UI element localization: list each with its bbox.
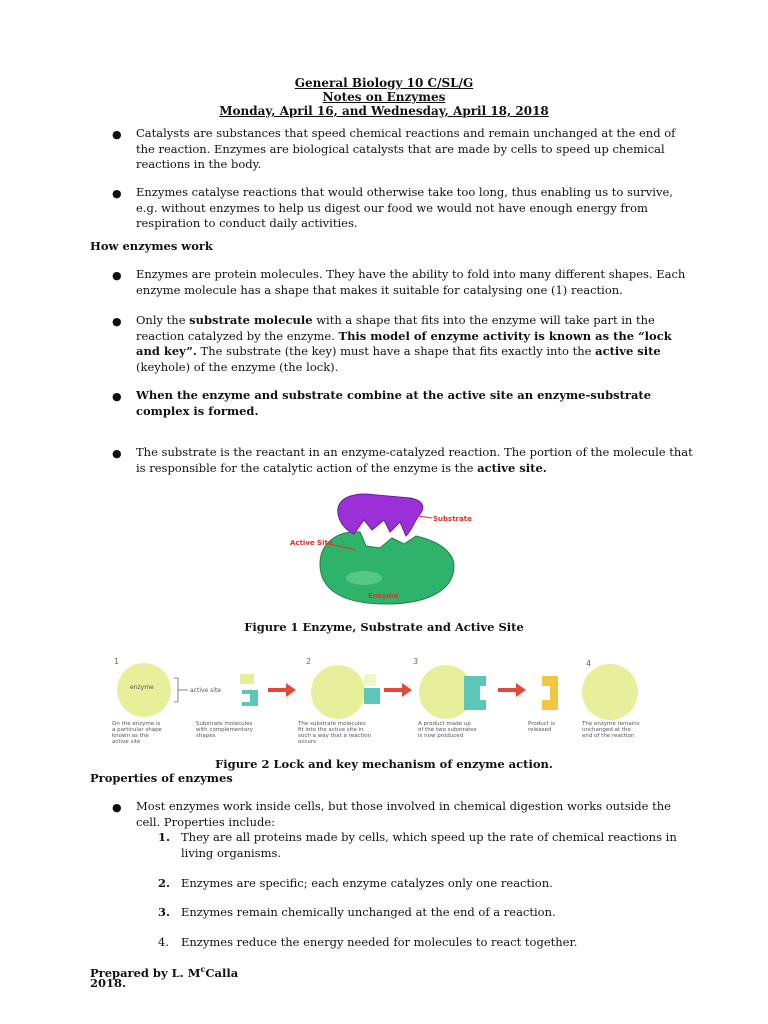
property-item-3: Enzymes remain chemically unchanged at the end of a reaction. [181,905,556,919]
property-number-4: 4. [158,935,169,949]
desc-2-line-1: Substrate molecules [196,721,253,727]
label-enzyme-small: enzyme [130,684,154,691]
label-enzyme: Enzyme [368,592,399,600]
section-heading-properties: Properties of enzymes [90,771,233,785]
desc-2-line-2: with complementary [196,727,253,733]
section-heading-how: How enzymes work [90,239,213,253]
desc-3-line-1: The substrate molecules [298,721,366,727]
desc-2-line-3: shapes [196,733,216,739]
desc-1-line-2: a particular shape [112,727,162,733]
doc-title: General Biology 10 C/SL/G [294,76,474,90]
step-number-1: 1 [114,657,120,666]
intro-paragraph-1: Catalysts are substances that speed chemical reactions and remain unchanged at the end of the reaction. Enzymes are biological catalysts that are made by cells to speed up chemical reactions in the body. [136,126,676,171]
doc-date: Monday, April 16, and Wednesday, April 18, 2018 [219,104,549,118]
desc-5-line-2: released [528,727,552,733]
desc-6-line-2: unchanged at the [582,727,631,733]
footer-prepared-by: Prepared by L. $M^cCalla$ [90,964,239,980]
bullet-marker: ● [112,390,122,403]
desc-3-line-3: such a way that a reaction [298,733,372,739]
figure-1-caption: Figure 1 Enzyme, Substrate and Active Site [244,620,524,634]
desc-5-line-1: Product is [528,721,556,727]
how-paragraph-4: The substrate is the reactant in an enzyme-catalyzed reaction. The portion of the molecule that is responsible for the catalytic action of the enzyme is the active site. [136,445,693,475]
property-number-3: 3. [158,905,171,919]
doc-subtitle: Notes on Enzymes [322,90,446,104]
desc-1-line-3: known as the [112,733,149,739]
desc-4-line-1: A product made up [418,721,471,727]
bullet-marker: ● [112,447,122,460]
bullet-marker: ● [112,315,122,328]
label-substrate: Substrate [433,515,472,523]
step-number-2: 2 [306,657,312,666]
bullet-marker: ● [112,801,122,814]
desc-3-line-4: occurs [298,739,317,745]
bullet-marker: ● [112,269,122,282]
bullet-marker: ● [112,128,122,141]
figure-1-enzyme-diagram [280,492,480,612]
figure-2-lock-and-key [110,654,662,750]
step-number-3: 3 [413,657,419,666]
intro-paragraph-2: Enzymes catalyse reactions that would otherwise take too long, thus enabling us to survive, e.g. without enzymes to help us digest our food we would not have enough energy from respiration to conduct daily activities. [136,185,673,230]
desc-3-line-2: fit into the active site in [298,727,364,733]
how-paragraph-1: Enzymes are protein molecules. They have the ability to fold into many different shapes. Each enzyme molecule has a shape that makes it suitable for catalysing one (1) reaction. [136,267,686,297]
property-number-1: 1. [158,830,171,844]
step-number-4: 4 [586,659,592,668]
label-active-site: Active Site [290,539,333,547]
how-paragraph-3: When the enzyme and substrate combine at the active site an enzyme-substrate complex is formed. [136,388,652,418]
property-item-2: Enzymes are specific; each enzyme catalyzes only one reaction. [181,876,553,890]
substrate-shape [338,494,423,536]
label-active-site-small: active site [190,687,221,694]
footer-year: 2018. [90,976,127,990]
desc-6-line-1: The enzyme remains [582,721,640,727]
bullet-marker: ● [112,187,122,200]
property-number-2: 2. [158,876,171,890]
desc-1-line-4: active site [112,739,141,745]
substrate-small-a [240,674,254,684]
desc-1-line-1: On the enzyme is [112,721,161,727]
enzyme-circle-2 [311,665,365,719]
enzyme-circle-4 [582,664,638,720]
enzyme-highlight [346,571,382,585]
property-item-4: Enzymes reduce the energy needed for molecules to react together. [181,935,578,949]
desc-4-line-3: is now produced [418,733,464,739]
properties-intro: Most enzymes work inside cells, but those involved in chemical digestion works outside the cell. Properties include: [136,799,671,829]
desc-6-line-3: end of the reaction [582,733,635,739]
how-paragraph-2: Only the substrate molecule with a shape that fits into the enzyme will take part in the reaction catalyzed by the enzyme. This model of enzyme activity is known as the “lock and key”. The substrate (the key) must have a shape that fits exactly into the active site (keyhole) of the enzyme (the lock). [136,313,672,374]
figure-2-caption: Figure 2 Lock and key mechanism of enzyme action. [215,757,553,771]
desc-4-line-2: of the two substrates [418,727,477,733]
property-item-1: They are all proteins made by cells, which speed up the rate of chemical reactions in living organisms. [181,830,677,860]
